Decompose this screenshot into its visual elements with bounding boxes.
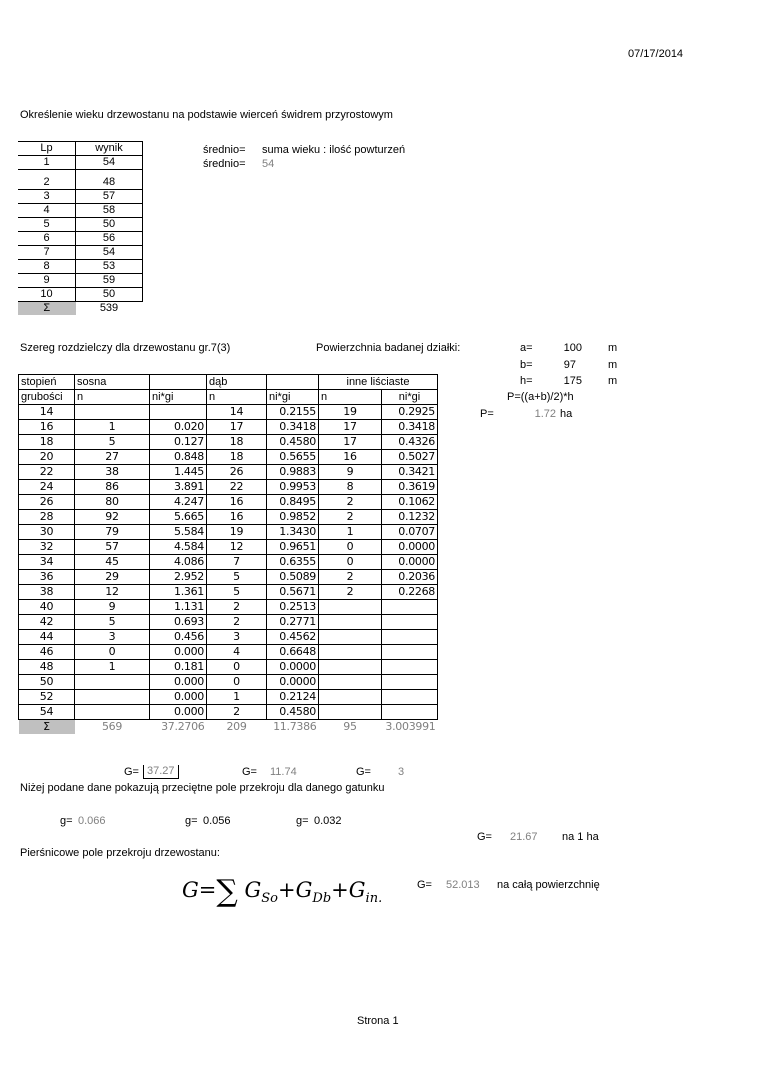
cell-nigi-dab: 0.6355 xyxy=(267,555,319,570)
table-row xyxy=(19,420,438,435)
cell-nigi-dab: 0.0000 xyxy=(267,660,319,675)
cell-nigi-dab: 0.9852 xyxy=(267,510,319,525)
g-small-value-2: 0.056 xyxy=(203,815,231,827)
cell-n-sosna: 5 xyxy=(75,615,150,630)
cell-stopien: 16 xyxy=(19,420,75,435)
cell-nigi-inne xyxy=(382,690,438,705)
cell-n-inne xyxy=(319,675,382,690)
cell-nigi-sosna: 0.000 xyxy=(150,690,207,705)
cell-n-sosna: 79 xyxy=(75,525,150,540)
cell-n-inne: 0 xyxy=(319,540,382,555)
wynik-cell: 59 xyxy=(76,274,143,288)
total-value: 52.013 xyxy=(446,879,480,891)
header-n-sosna: n xyxy=(75,390,150,405)
table-row xyxy=(19,615,438,630)
cell-n-sosna: 92 xyxy=(75,510,150,525)
cell-nigi-sosna: 1.361 xyxy=(150,585,207,600)
cell-nigi-inne: 0.0000 xyxy=(382,555,438,570)
cell-nigi-inne: 0.1232 xyxy=(382,510,438,525)
cell-n-sosna: 57 xyxy=(75,540,150,555)
cell-nigi-sosna: 4.584 xyxy=(150,540,207,555)
cell-nigi-inne xyxy=(382,660,438,675)
page-title: Określenie wieku drzewostanu na podstawie wierceń świdrem przyrostowym xyxy=(20,109,393,121)
table-row xyxy=(19,645,438,660)
col-lp: Lp xyxy=(18,142,76,156)
cell-stopien: 38 xyxy=(19,585,75,600)
cell-n-inne: 2 xyxy=(319,585,382,600)
cell-n-dab: 18 xyxy=(207,435,267,450)
cell-stopien: 20 xyxy=(19,450,75,465)
cell-stopien: 14 xyxy=(19,405,75,420)
cell-nigi-dab: 0.9883 xyxy=(267,465,319,480)
cell-nigi-inne: 0.5027 xyxy=(382,450,438,465)
date: 07/17/2014 xyxy=(628,48,684,60)
area-b-value: 97 xyxy=(563,359,576,371)
cell-n-sosna: 27 xyxy=(75,450,150,465)
cell-nigi-sosna: 0.020 xyxy=(150,420,207,435)
g-small-label-3: g= xyxy=(296,815,309,827)
sum-row xyxy=(19,720,438,735)
wynik-cell: 50 xyxy=(76,218,143,232)
header-grubosci: grubości xyxy=(19,390,75,405)
cell-n-dab: 2 xyxy=(207,615,267,630)
cell-nigi-inne: 0.2268 xyxy=(382,585,438,600)
table-row xyxy=(19,555,438,570)
lp-cell: 8 xyxy=(18,260,76,274)
wynik-cell: 56 xyxy=(76,232,143,246)
cell-n-inne: 2 xyxy=(319,510,382,525)
szereg-title: Szereg rozdzielczy dla drzewostanu gr.7(3) xyxy=(20,342,231,354)
cell-stopien: 24 xyxy=(19,480,75,495)
cell-nigi-sosna: 3.891 xyxy=(150,480,207,495)
wynik-cell: 58 xyxy=(76,204,143,218)
cell-n-dab: 1 xyxy=(207,690,267,705)
cell-n-dab: 2 xyxy=(207,705,267,720)
cell-stopien: 40 xyxy=(19,600,75,615)
table-row xyxy=(18,288,143,302)
cell-nigi-sosna: 0.456 xyxy=(150,630,207,645)
cell-stopien: 18 xyxy=(19,435,75,450)
g-value-inne: 3 xyxy=(398,766,405,778)
wynik-cell: 54 xyxy=(76,156,143,170)
cell-n-sosna: 12 xyxy=(75,585,150,600)
lp-cell: 3 xyxy=(18,190,76,204)
table-row xyxy=(19,570,438,585)
header-empty xyxy=(267,375,319,390)
table-row xyxy=(18,274,143,288)
average-value: 54 xyxy=(262,158,275,170)
wynik-cell: 57 xyxy=(76,190,143,204)
cell-nigi-dab: 0.4562 xyxy=(267,630,319,645)
table-row xyxy=(19,510,438,525)
cell-n-inne: 2 xyxy=(319,495,382,510)
cell-nigi-sosna: 5.665 xyxy=(150,510,207,525)
cell-nigi-sosna: 0.181 xyxy=(150,660,207,675)
table-row xyxy=(19,465,438,480)
table-row xyxy=(19,480,438,495)
cell-nigi-dab: 1.3430 xyxy=(267,525,319,540)
cell-nigi-sosna: 4.086 xyxy=(150,555,207,570)
table-row xyxy=(19,540,438,555)
header-n-dab: n xyxy=(207,390,267,405)
cell-stopien: 34 xyxy=(19,555,75,570)
cell-stopien: 50 xyxy=(19,675,75,690)
cell-n-sosna: 9 xyxy=(75,600,150,615)
lp-sum-row xyxy=(18,302,143,316)
sum-n-inne: 95 xyxy=(343,720,357,733)
cell-n-dab: 12 xyxy=(207,540,267,555)
area-a-unit: m xyxy=(608,342,618,354)
g-small-label-2: g= xyxy=(185,815,198,827)
cell-nigi-dab: 0.8495 xyxy=(267,495,319,510)
cell-n-inne: 0 xyxy=(319,555,382,570)
cell-n-inne: 19 xyxy=(319,405,382,420)
table-row xyxy=(19,405,438,420)
formula-g: G xyxy=(182,878,199,902)
cell-nigi-sosna: 0.848 xyxy=(150,450,207,465)
table-row xyxy=(18,218,143,232)
average-label-2: średnio= xyxy=(203,158,246,170)
cell-n-dab: 26 xyxy=(207,465,267,480)
cell-n-inne xyxy=(319,705,382,720)
per-ha-value: 21.67 xyxy=(510,831,538,843)
cell-n-inne xyxy=(319,600,382,615)
cell-n-dab: 16 xyxy=(207,510,267,525)
table-row xyxy=(19,450,438,465)
cell-n-sosna: 1 xyxy=(75,660,150,675)
header-n-inne: n xyxy=(319,390,382,405)
cell-nigi-dab: 0.2513 xyxy=(267,600,319,615)
cell-stopien: 28 xyxy=(19,510,75,525)
cell-nigi-inne xyxy=(382,675,438,690)
sigma-cell: Σ xyxy=(19,720,75,735)
cell-n-dab: 18 xyxy=(207,450,267,465)
cell-nigi-inne xyxy=(382,600,438,615)
cell-n-inne: 2 xyxy=(319,570,382,585)
cell-nigi-inne: 0.4326 xyxy=(382,435,438,450)
formula-gi: G xyxy=(348,878,366,902)
area-b-label: b= xyxy=(520,359,533,371)
piersnicowe-text: Pierśnicowe pole przekroju drzewostanu: xyxy=(20,847,220,859)
cell-n-dab: 22 xyxy=(207,480,267,495)
sum-value: 539 xyxy=(99,302,119,314)
total-label: G= xyxy=(417,879,432,891)
cell-n-inne: 8 xyxy=(319,480,382,495)
cell-nigi-sosna: 1.131 xyxy=(150,600,207,615)
area-h-unit: m xyxy=(608,375,618,387)
lp-table xyxy=(18,141,143,315)
distribution-body xyxy=(19,405,438,720)
g-label-dab: G= xyxy=(242,766,257,778)
cell-stopien: 32 xyxy=(19,540,75,555)
page-number: Strona 1 xyxy=(357,1015,399,1027)
g-small-value-1: 0.066 xyxy=(78,815,106,827)
header-row-2 xyxy=(19,390,438,405)
cell-nigi-dab: 0.2124 xyxy=(267,690,319,705)
cell-stopien: 44 xyxy=(19,630,75,645)
sum-nigi-inne: 3.003991 xyxy=(385,720,436,733)
area-p-value: 1.72 xyxy=(534,408,556,420)
cell-nigi-dab: 0.5655 xyxy=(267,450,319,465)
cell-n-inne: 9 xyxy=(319,465,382,480)
lp-cell: 1 xyxy=(18,156,76,170)
total-unit: na całą powierzchnię xyxy=(497,879,600,891)
sum-nigi-dab: 11.7386 xyxy=(273,720,317,733)
table-row xyxy=(18,190,143,204)
cell-n-inne: 1 xyxy=(319,525,382,540)
cell-n-dab: 5 xyxy=(207,585,267,600)
col-wynik: wynik xyxy=(76,142,143,156)
table-row xyxy=(18,204,143,218)
area-formula: P=((a+b)/2)*h xyxy=(507,391,574,403)
header-nigi-dab: ni*gi xyxy=(267,390,319,405)
formula-gd-sub: Db xyxy=(312,891,332,907)
cell-nigi-inne: 0.3418 xyxy=(382,420,438,435)
header-stopien: stopień xyxy=(19,375,75,390)
area-p-unit: ha xyxy=(560,408,573,420)
distribution-table xyxy=(18,374,438,734)
cell-n-inne: 17 xyxy=(319,435,382,450)
cell-n-sosna: 80 xyxy=(75,495,150,510)
area-p-label: P= xyxy=(480,408,494,420)
header-nigi-sosna: ni*gi xyxy=(150,390,207,405)
formula-gi-sub: in. xyxy=(365,891,383,907)
lp-cell: 10 xyxy=(18,288,76,302)
sum-n-dab: 209 xyxy=(226,720,247,733)
cell-n-sosna: 5 xyxy=(75,435,150,450)
table-row xyxy=(19,435,438,450)
cell-nigi-dab: 0.5671 xyxy=(267,585,319,600)
sum-nigi-sosna: 37.2706 xyxy=(161,720,205,733)
lp-header-row xyxy=(18,142,143,156)
cell-stopien: 48 xyxy=(19,660,75,675)
sigma-cell: Σ xyxy=(18,302,76,316)
average-label-1: średnio= xyxy=(203,144,246,156)
cell-n-sosna: 1 xyxy=(75,420,150,435)
lp-cell: 4 xyxy=(18,204,76,218)
cell-nigi-sosna: 0.000 xyxy=(150,645,207,660)
cell-n-dab: 0 xyxy=(207,660,267,675)
wynik-cell: 54 xyxy=(76,246,143,260)
cell-stopien: 54 xyxy=(19,705,75,720)
g-value-dab: 11.74 xyxy=(270,766,297,778)
formula-plus-1: + xyxy=(278,878,296,902)
header-row-1 xyxy=(19,375,438,390)
cell-nigi-inne: 0.2036 xyxy=(382,570,438,585)
g-small-value-3: 0.032 xyxy=(314,815,342,827)
cell-n-sosna xyxy=(75,405,150,420)
cell-nigi-dab: 0.4580 xyxy=(267,435,319,450)
cell-n-inne xyxy=(319,645,382,660)
g-small-label-1: g= xyxy=(60,815,73,827)
area-h-label: h= xyxy=(520,375,533,387)
g-label-inne: G= xyxy=(356,766,371,778)
sum-n-sosna: 569 xyxy=(101,720,123,733)
header-sosna: sosna xyxy=(75,375,150,390)
table-row xyxy=(19,630,438,645)
area-title: Powierzchnia badanej działki: xyxy=(316,342,461,354)
cell-nigi-sosna: 2.952 xyxy=(150,570,207,585)
lp-cell: 2 xyxy=(18,176,76,190)
cell-n-dab: 19 xyxy=(207,525,267,540)
cell-nigi-sosna: 0.127 xyxy=(150,435,207,450)
table-row xyxy=(18,232,143,246)
cell-nigi-dab: 0.3418 xyxy=(267,420,319,435)
cell-n-dab: 2 xyxy=(207,600,267,615)
cell-n-sosna xyxy=(75,705,150,720)
lp-cell: 5 xyxy=(18,218,76,232)
table-row xyxy=(18,176,143,190)
cell-nigi-dab: 0.6648 xyxy=(267,645,319,660)
cell-nigi-dab: 0.9953 xyxy=(267,480,319,495)
cell-nigi-dab: 0.9651 xyxy=(267,540,319,555)
cell-stopien: 30 xyxy=(19,525,75,540)
cell-stopien: 46 xyxy=(19,645,75,660)
cell-n-dab: 5 xyxy=(207,570,267,585)
cell-n-sosna: 0 xyxy=(75,645,150,660)
cell-n-dab: 0 xyxy=(207,675,267,690)
cell-n-dab: 14 xyxy=(207,405,267,420)
table-row xyxy=(19,675,438,690)
cell-n-dab: 4 xyxy=(207,645,267,660)
cell-nigi-inne: 0.1062 xyxy=(382,495,438,510)
cell-stopien: 26 xyxy=(19,495,75,510)
cell-n-inne: 16 xyxy=(319,450,382,465)
table-row xyxy=(19,585,438,600)
cell-nigi-inne xyxy=(382,705,438,720)
table-row xyxy=(19,600,438,615)
cell-nigi-inne: 0.3421 xyxy=(382,465,438,480)
cell-n-sosna xyxy=(75,675,150,690)
cell-nigi-dab: 0.4580 xyxy=(267,705,319,720)
cell-nigi-inne: 0.2925 xyxy=(382,405,438,420)
wynik-cell: 50 xyxy=(76,288,143,302)
cell-nigi-sosna: 1.445 xyxy=(150,465,207,480)
lp-cell: 7 xyxy=(18,246,76,260)
cell-n-sosna: 86 xyxy=(75,480,150,495)
cell-nigi-sosna xyxy=(150,405,207,420)
header-inne: inne liściaste xyxy=(319,375,438,390)
nizej-text: Niżej podane dane pokazują przeciętne pole przekroju dla danego gatunku xyxy=(20,782,385,794)
cell-nigi-sosna: 4.247 xyxy=(150,495,207,510)
cell-nigi-dab: 0.5089 xyxy=(267,570,319,585)
table-row xyxy=(18,246,143,260)
cell-nigi-inne xyxy=(382,645,438,660)
cell-stopien: 52 xyxy=(19,690,75,705)
formula-gs: G xyxy=(244,878,262,902)
cell-nigi-inne xyxy=(382,630,438,645)
cell-nigi-dab: 0.2771 xyxy=(267,615,319,630)
table-row xyxy=(19,705,438,720)
basal-area-formula xyxy=(182,874,382,909)
wynik-cell: 48 xyxy=(76,176,143,190)
cell-nigi-sosna: 0.000 xyxy=(150,675,207,690)
g-value-sosna: 37.27 xyxy=(143,765,179,779)
cell-n-sosna: 29 xyxy=(75,570,150,585)
cell-nigi-dab: 0.2155 xyxy=(267,405,319,420)
header-dab: dąb xyxy=(207,375,267,390)
cell-n-inne xyxy=(319,690,382,705)
header-empty xyxy=(150,375,207,390)
header-nigi-inne: ni*gi xyxy=(382,390,438,405)
area-b-unit: m xyxy=(608,359,618,371)
formula-plus-2: + xyxy=(331,878,349,902)
per-ha-label: G= xyxy=(477,831,492,843)
average-formula: suma wieku : ilość powturzeń xyxy=(262,144,406,156)
wynik-cell: 53 xyxy=(76,260,143,274)
cell-n-inne xyxy=(319,615,382,630)
cell-n-dab: 3 xyxy=(207,630,267,645)
g-label-sosna: G= xyxy=(124,766,139,778)
cell-nigi-inne: 0.0707 xyxy=(382,525,438,540)
cell-n-dab: 16 xyxy=(207,495,267,510)
cell-n-inne: 17 xyxy=(319,420,382,435)
cell-nigi-sosna: 5.584 xyxy=(150,525,207,540)
table-row xyxy=(18,156,143,170)
cell-n-dab: 7 xyxy=(207,555,267,570)
table-row xyxy=(19,525,438,540)
cell-n-sosna xyxy=(75,690,150,705)
cell-n-inne xyxy=(319,630,382,645)
area-h-value: 175 xyxy=(563,375,582,387)
cell-stopien: 36 xyxy=(19,570,75,585)
cell-stopien: 42 xyxy=(19,615,75,630)
lp-cell: 6 xyxy=(18,232,76,246)
lp-cell: 9 xyxy=(18,274,76,288)
cell-n-sosna: 38 xyxy=(75,465,150,480)
cell-n-inne xyxy=(319,660,382,675)
cell-nigi-inne: 0.3619 xyxy=(382,480,438,495)
table-row xyxy=(19,660,438,675)
per-ha-unit: na 1 ha xyxy=(562,831,599,843)
area-a-value: 100 xyxy=(563,342,582,354)
table-row xyxy=(19,495,438,510)
cell-nigi-inne: 0.0000 xyxy=(382,540,438,555)
formula-gs-sub: So xyxy=(261,891,279,907)
cell-nigi-inne xyxy=(382,615,438,630)
cell-n-dab: 17 xyxy=(207,420,267,435)
formula-gd: G xyxy=(295,878,313,902)
formula-sum: ∑ xyxy=(216,874,238,909)
table-row xyxy=(18,260,143,274)
area-a-label: a= xyxy=(520,342,533,354)
cell-stopien: 22 xyxy=(19,465,75,480)
cell-nigi-sosna: 0.693 xyxy=(150,615,207,630)
cell-nigi-dab: 0.0000 xyxy=(267,675,319,690)
cell-n-sosna: 45 xyxy=(75,555,150,570)
table-row xyxy=(19,690,438,705)
cell-n-sosna: 3 xyxy=(75,630,150,645)
formula-eq: = xyxy=(198,878,217,902)
cell-nigi-sosna: 0.000 xyxy=(150,705,207,720)
